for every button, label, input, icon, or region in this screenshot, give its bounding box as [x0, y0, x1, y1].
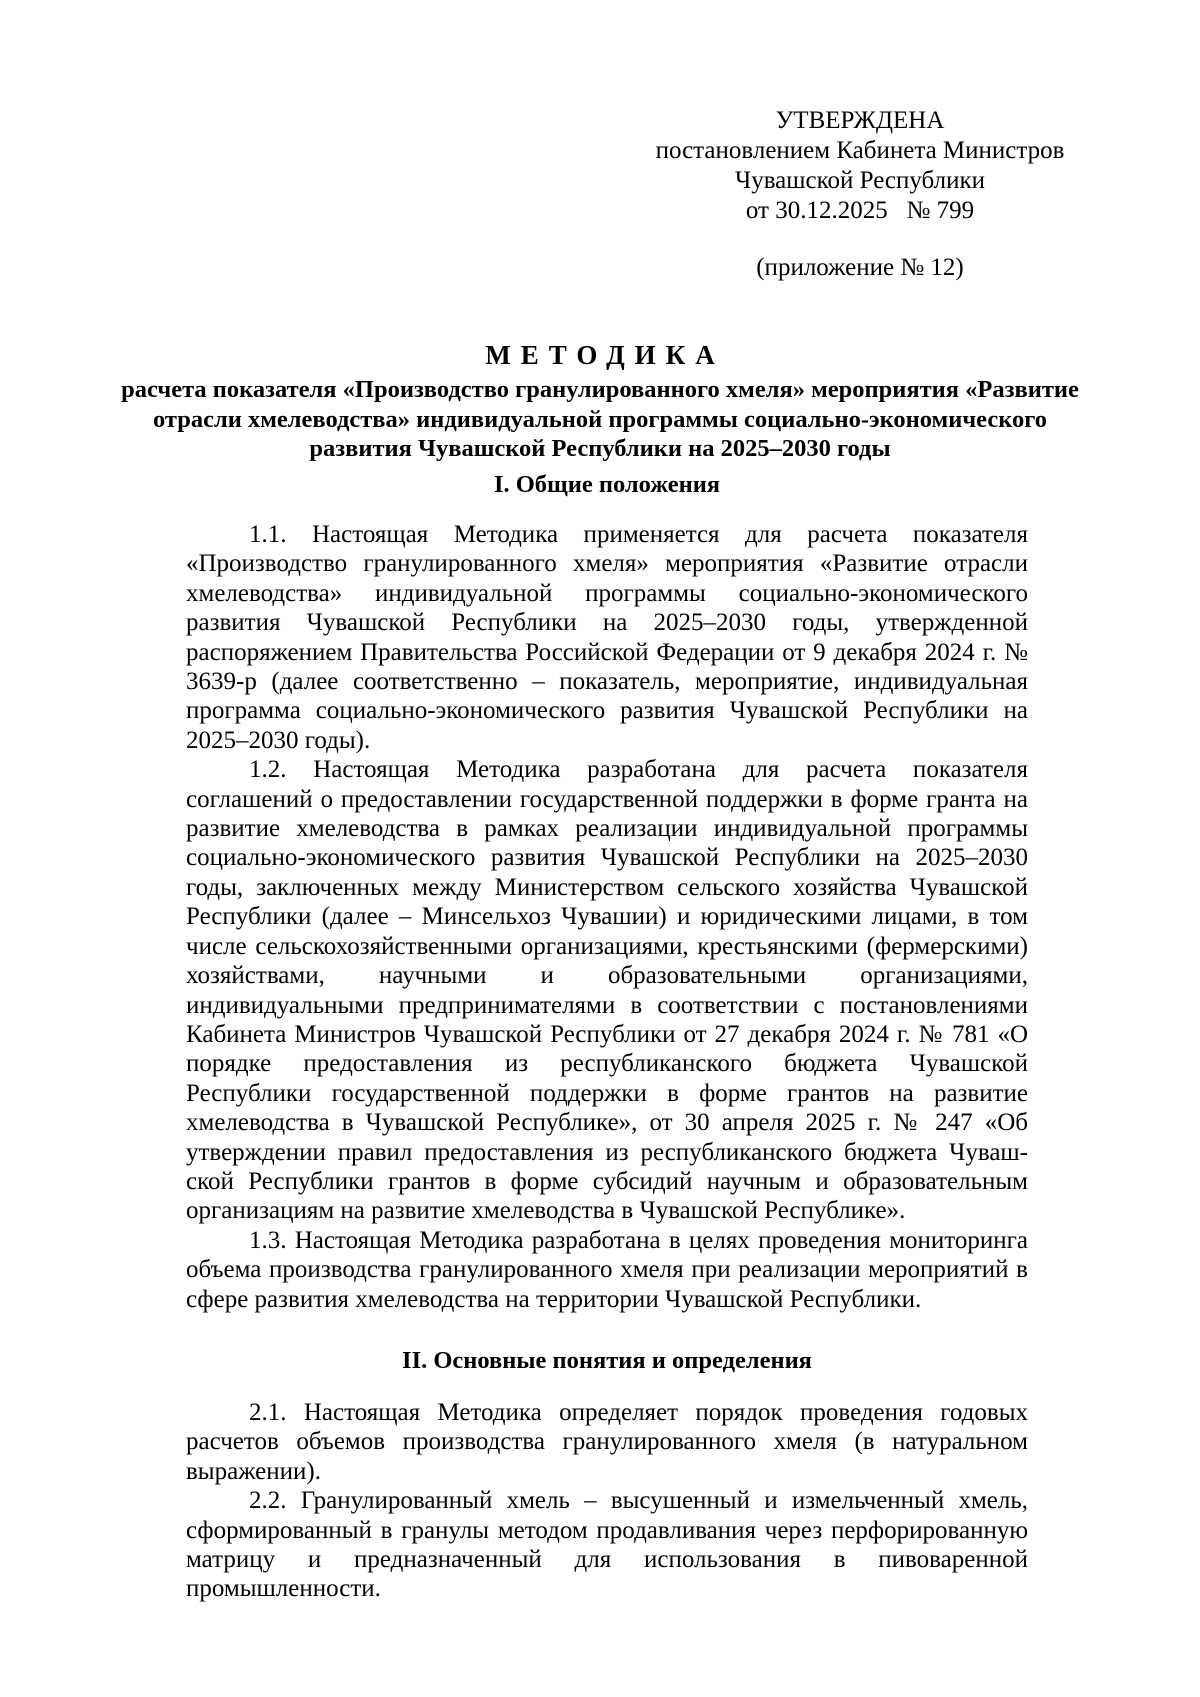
- annex-number: (приложение № 12): [756, 254, 964, 281]
- document-subtitle: расчета показателя «Производство гранулированного хмеля» мероприятия «Развитие отрасли хмелеводства» индивидуальной программы социально-экономического развития Чувашской Республики на 2025–2030 годы: [121, 376, 1079, 462]
- paragraph-1-1: 1.1. Настоящая Методика применяется для расчета показателя «Производство гранулированного хмеля» мероприятия «Развитие отрасли хмелеводства» индивидуальной программы социально-экономического развития Чувашской Республики на 2025–2030 годы, утвержденной распоряжением Правительства Российской Федерации от 9 декабря 2024 г. № 3639-р (далее соответственно – показатель, мероприятие, индивидуальная программа социально-экономического развития Чувашской Республики на 2025–2030 годы).: [186, 521, 1028, 754]
- approval-region: Чувашской Республики: [734, 167, 986, 194]
- paragraph-1-2: 1.2. Настоящая Методика разработана для расчета показателя соглашений о предоставлении государственной поддержки в форме гранта на развитие хмелеводства в рамках реализации индивидуальной программы социально-экономического развития Чувашской Республики на 2025–2030 годы, заключенных между Министерством сельского хозяйства Чувашской Республики (далее – Минсельхоз Чувашии) и юридическими лицами, в том числе сельскохозяйственными организациями, крестьянскими (фермерскими) хозяйствами, научными и образовательными организациями, индивидуальными предпринимателями в соответствии с постановлениями Кабинета Министров Чувашской Республики от 27 декабря 2024 г. № 781 «О порядке предоставления из республиканского бюджета Чувашской Республики государственной поддержки в форме грантов на развитие хмелеводства в Чувашской Республике», от 30 апреля 2025 г. № 247 «Об утверждении правил предоставления из республиканского бюджета Чувашской Республики грантов в форме субсидий научным и образовательным организациям на развитие хмелеводства в Чувашской Республике».: [186, 756, 1028, 1225]
- approval-authority: постановлением Кабинета Министров: [655, 137, 1065, 164]
- section-heading-definitions: II. Основные понятия и определения: [402, 1346, 812, 1374]
- document-body: [186, 470, 1028, 1604]
- approval-stamp: [600, 106, 1120, 283]
- paragraph-1-3: 1.3. Настоящая Методика разработана в целях проведения мониторинга объема производства гранулированного хмеля при реализации мероприятий в сфере развития хмелеводства на территории Чувашской Республики.: [186, 1226, 1028, 1313]
- section-heading-general: I. Общие положения: [493, 471, 721, 498]
- approval-status: УТВЕРЖДЕНА: [775, 107, 945, 134]
- approval-date-number: от 30.12.2025 № 799: [745, 197, 975, 224]
- paragraph-2-1: 2.1. Настоящая Методика определяет порядок проведения годовых расчетов объемов производства гранулированного хмеля (в натуральном выражении).: [186, 1398, 1028, 1485]
- document-title: [120, 338, 1080, 464]
- document-type: МЕТОДИКА: [485, 340, 725, 370]
- paragraph-2-2: 2.2. Гранулированный хмель – высушенный и измельченный хмель, сформированный в гранулы методом продавливания через перфорированную матрицу и предназначенный для использования в пивоваренной промышленности.: [186, 1487, 1028, 1603]
